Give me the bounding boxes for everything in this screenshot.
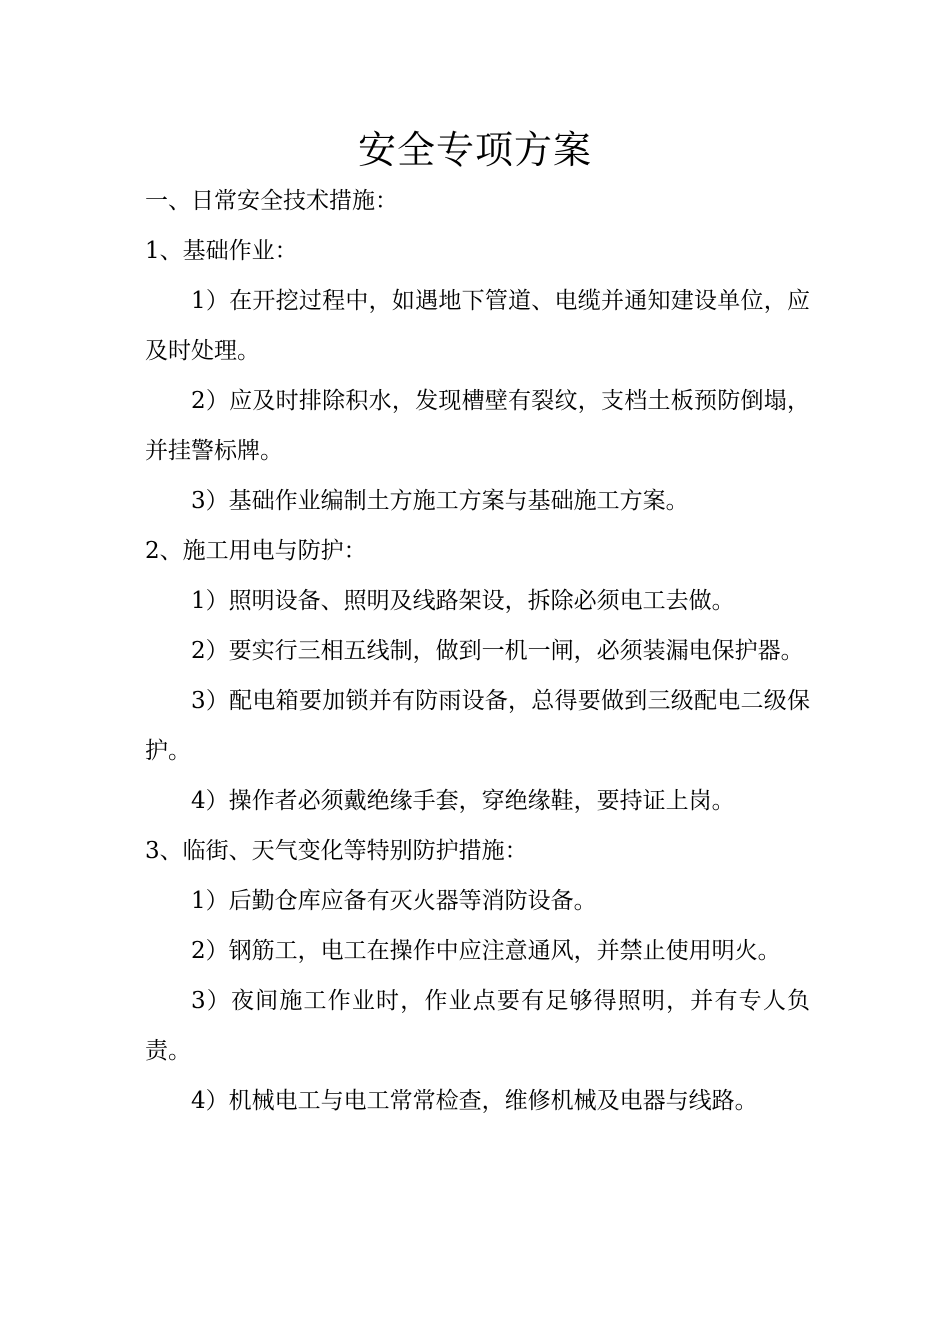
paragraph-item: 1）照明设备、照明及线路架设，拆除必须电工去做。 xyxy=(191,588,735,614)
subsection-heading-2: 2、施工用电与防护： xyxy=(145,538,367,564)
paragraph-item: 1）后勤仓库应备有灭火器等消防设备。 xyxy=(191,888,597,914)
paragraph-item: 3）基础作业编制土方施工方案与基础施工方案。 xyxy=(191,488,689,514)
paragraph-item: 4）机械电工与电工常常检查，维修机械及电器与线路。 xyxy=(191,1088,758,1114)
document-body xyxy=(145,176,810,1126)
subsection-heading-1: 1、基础作业： xyxy=(145,238,298,264)
paragraph-item: 3）配电箱要加锁并有防雨设备，总得要做到三级配电二级保护。 xyxy=(145,688,810,764)
paragraph-item: 4）操作者必须戴绝缘手套，穿绝缘鞋，要持证上岗。 xyxy=(191,788,735,814)
subsection-heading-3: 3、临街、天气变化等特别防护措施： xyxy=(145,838,528,864)
paragraph-item: 2）要实行三相五线制，做到一机一闸，必须装漏电保护器。 xyxy=(191,638,804,664)
section-heading-1: 一、日常安全技术措施： xyxy=(145,188,398,214)
paragraph-item: 2）应及时排除积水，发现槽壁有裂纹，支档土板预防倒塌，并挂警标牌。 xyxy=(145,388,810,464)
paragraph-item: 1）在开挖过程中，如遇地下管道、电缆并通知建设单位，应及时处理。 xyxy=(145,288,810,364)
document-title: 安全专项方案 xyxy=(357,128,592,172)
paragraph-item: 2）钢筋工，电工在操作中应注意通风，并禁止使用明火。 xyxy=(191,938,781,964)
paragraph-item: 3）夜间施工作业时，作业点要有足够得照明，并有专人负责。 xyxy=(145,988,810,1064)
